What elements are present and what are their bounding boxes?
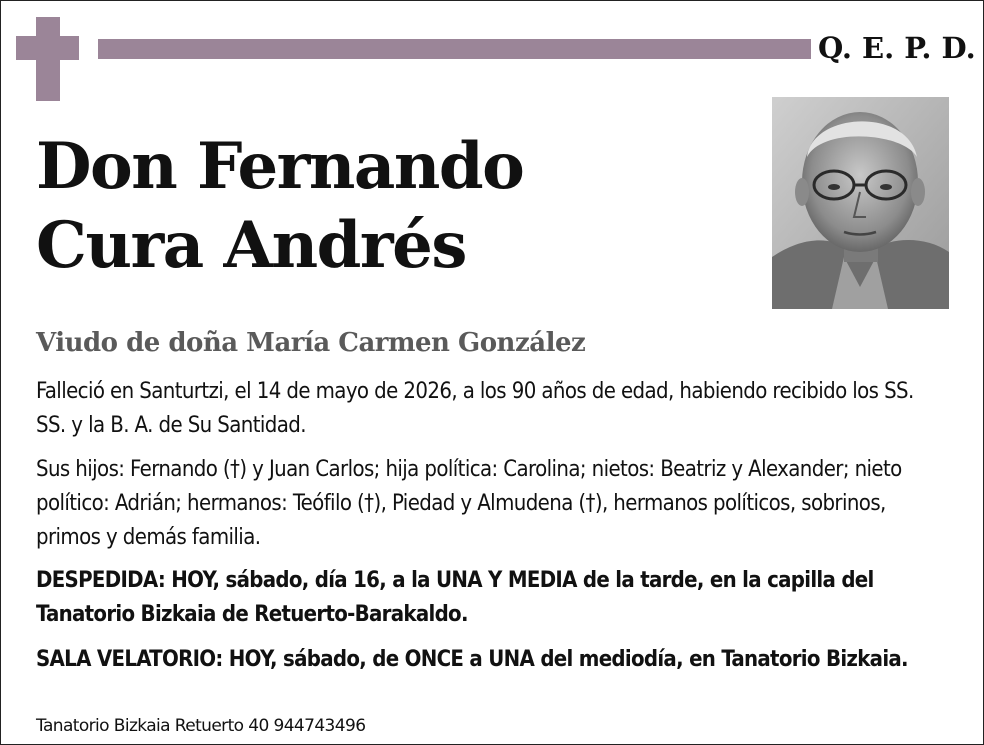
spouse-subtitle: Viudo de doña María Carmen González [36, 328, 586, 358]
funeral-home-footer: Tanatorio Bizkaia Retuerto 40 944743496 [36, 716, 366, 736]
family-list: Sus hijos: Fernando (†) y Juan Carlos; hija política: Carolina; nietos: Beatriz y Alexander; nieto político: Adrián; hermanos: Teófilo (†), Piedad y Almudena (†), hermanos políticos, sobrinos, primos y demás familia. [36, 457, 902, 550]
name-line-2: Cura Andrés [36, 208, 466, 283]
qepd-label: Q. E. P. D. [818, 31, 976, 65]
death-notice: Falleció en Santurtzi, el 14 de mayo de 2026, a los 90 años de edad, habiendo recibido los SS. SS. y la B. A. de Su Santidad. [36, 379, 914, 438]
header-bar [98, 39, 811, 59]
farewell-info: DESPEDIDA: HOY, sábado, día 16, a la UNA Y MEDIA de la tarde, en la capilla del Tanatorio Bizkaia de Retuerto-Barakaldo. [36, 568, 874, 627]
wake-room-info: SALA VELATORIO: HOY, sábado, de ONCE a UNA del mediodía, en Tanatorio Bizkaia. [36, 647, 908, 672]
portrait-photo [772, 97, 949, 309]
deceased-name [36, 127, 523, 285]
portrait-image [772, 97, 949, 309]
name-line-1: Don Fernando [36, 129, 524, 204]
cross-icon-horizontal [16, 36, 79, 60]
